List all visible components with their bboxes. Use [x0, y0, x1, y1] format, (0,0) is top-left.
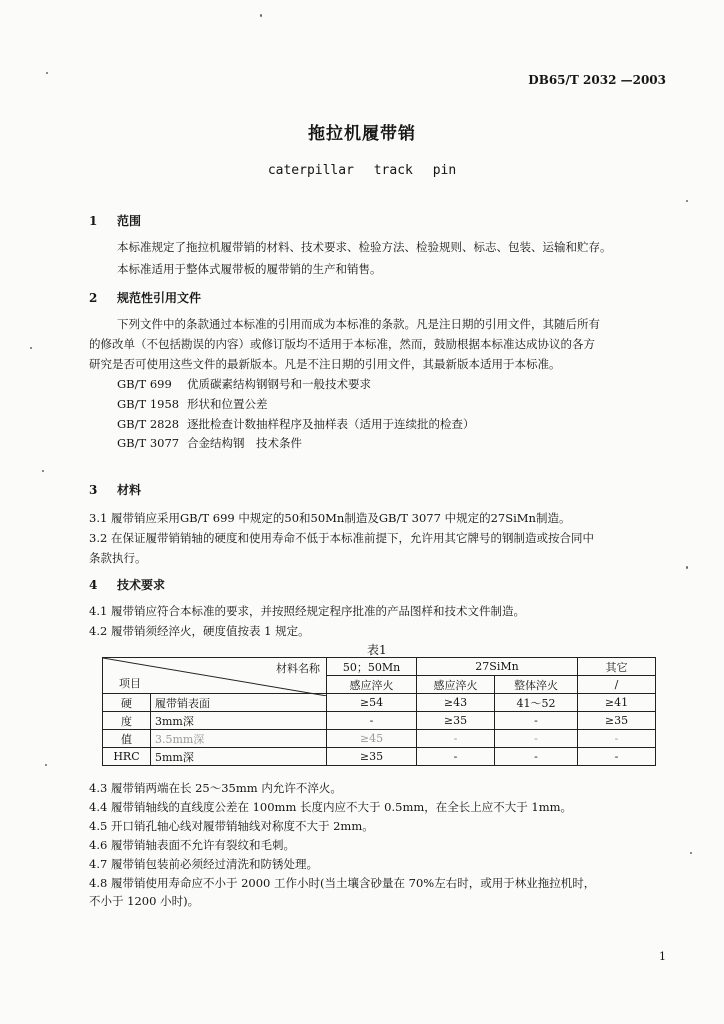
hardness-table	[102, 657, 656, 766]
clause-3-2-cont: 条款执行。	[89, 551, 147, 565]
row-label: 值	[103, 730, 151, 748]
table-header-cell: 50；50Mn	[327, 658, 417, 676]
scan-speck	[690, 852, 692, 854]
clause-4-3: 4.3 履带销两端在长 25～35mm 内允许不淬火。	[89, 781, 342, 795]
scan-speck	[260, 14, 262, 17]
row-label: 度	[103, 712, 151, 730]
table-cell: ≥35	[417, 712, 495, 730]
document-subtitle: caterpillar track pin	[267, 163, 457, 178]
scan-speck	[686, 200, 688, 202]
reference-item: GB/T 1958 形状和位置公差	[117, 397, 268, 411]
scan-speck	[30, 347, 32, 349]
table-cell: -	[417, 730, 495, 748]
page-number: 1	[659, 950, 666, 963]
table-caption: 表1	[367, 643, 387, 657]
section-4-heading: 4 技术要求	[89, 578, 166, 592]
clause-4-8: 4.8 履带销使用寿命应不小于 2000 工作小时(当土壤含砂量在 70%左右时，或用于林业拖拉机时，	[89, 876, 596, 890]
clause-3-1: 3.1 履带销应采用GB/T 699 中规定的50和50Mn制造及GB/T 3077 中规定的27SiMn制造。	[89, 511, 571, 525]
table-cell: ≥54	[327, 694, 417, 712]
item-label: 项目	[119, 677, 141, 690]
table-cell: -	[578, 748, 656, 766]
scan-speck	[45, 764, 47, 766]
table-header-row	[103, 658, 656, 676]
standard-code: DB65/T 2032 —2003	[528, 73, 666, 87]
table-cell: 履带销表面	[151, 694, 327, 712]
table-subheader-cell: 整体淬火	[495, 676, 578, 694]
table-cell: ≥35	[578, 712, 656, 730]
table-corner-cell	[103, 658, 327, 694]
table-row	[103, 748, 656, 766]
scan-speck	[46, 72, 48, 74]
table-cell: -	[417, 748, 495, 766]
table-cell: -	[495, 712, 578, 730]
clause-4-6: 4.6 履带销轴表面不允许有裂纹和毛刺。	[89, 838, 295, 852]
table-cell: -	[495, 748, 578, 766]
table-row	[103, 712, 656, 730]
table-subheader-cell: 感应淬火	[417, 676, 495, 694]
clause-4-2: 4.2 履带销须经淬火，硬度值按表 1 规定。	[89, 624, 310, 638]
section-2-para: 研究是否可使用这些文件的最新版本。凡是不注日期的引用文件，其最新版本适用于本标准。	[89, 357, 561, 371]
section-1-para: 本标准适用于整体式履带板的履带销的生产和销售。	[117, 262, 382, 276]
clause-4-8-cont: 不小于 1200 小时)。	[89, 894, 200, 908]
table-header-cell: 其它	[578, 658, 656, 676]
section-1-para: 本标准规定了拖拉机履带销的材料、技术要求、检验方法、检验规则、标志、包装、运输和贮存。	[117, 240, 612, 254]
clause-3-2: 3.2 在保证履带销销轴的硬度和使用寿命不低于本标准前提下，允许用其它牌号的钢制造或按合同中	[89, 531, 594, 545]
row-label: 硬	[103, 694, 151, 712]
clause-4-7: 4.7 履带销包装前必须经过清洗和防锈处理。	[89, 857, 318, 871]
table-header-cell: 27SiMn	[417, 658, 578, 676]
table-row	[103, 694, 656, 712]
section-1-heading: 1 范围	[89, 214, 142, 228]
clause-4-4: 4.4 履带销轴线的直线度公差在 100mm 长度内应不大于 0.5mm，在全长上应不大于 1mm。	[89, 800, 573, 814]
table-cell: ≥43	[417, 694, 495, 712]
scan-speck	[42, 470, 44, 472]
table-subheader-cell: 感应淬火	[327, 676, 417, 694]
section-2-para: 下列文件中的条款通过本标准的引用而成为本标准的条款。凡是注日期的引用文件，其随后所有	[117, 317, 600, 331]
table-cell: 5mm深	[151, 748, 327, 766]
clause-4-5: 4.5 开口销孔轴心线对履带销轴线对称度不大于 2mm。	[89, 819, 374, 833]
table-cell: ≥35	[327, 748, 417, 766]
table-subheader-cell: /	[578, 676, 656, 694]
table-row	[103, 730, 656, 748]
reference-item: GB/T 2828 逐批检查计数抽样程序及抽样表（适用于连续批的检查）	[117, 417, 475, 431]
table-cell: -	[495, 730, 578, 748]
table-cell: -	[578, 730, 656, 748]
section-2-para: 的修改单（不包括勘误的内容）或修订版均不适用于本标准，然而，鼓励根据本标准达成协议的各方	[89, 337, 595, 351]
table-cell: -	[327, 712, 417, 730]
reference-item: GB/T 699 优质碳素结构钢钢号和一般技术要求	[117, 377, 371, 391]
table-cell: 41～52	[495, 694, 578, 712]
scan-speck	[686, 566, 688, 569]
table-cell: 3mm深	[151, 712, 327, 730]
section-3-heading: 3 材料	[89, 483, 142, 497]
clause-4-1: 4.1 履带销应符合本标准的要求，并按照经规定程序批准的产品图样和技术文件制造。	[89, 604, 525, 618]
table-cell: ≥45	[327, 730, 417, 748]
table-cell: 3.5mm深	[151, 730, 327, 748]
material-name-label: 材料名称	[276, 662, 320, 675]
section-2-heading: 2 规范性引用文件	[89, 291, 202, 305]
reference-item: GB/T 3077 合金结构钢 技术条件	[117, 436, 302, 450]
row-label: HRC	[103, 748, 151, 766]
table-cell: ≥41	[578, 694, 656, 712]
document-title: 拖拉机履带销	[308, 124, 416, 144]
